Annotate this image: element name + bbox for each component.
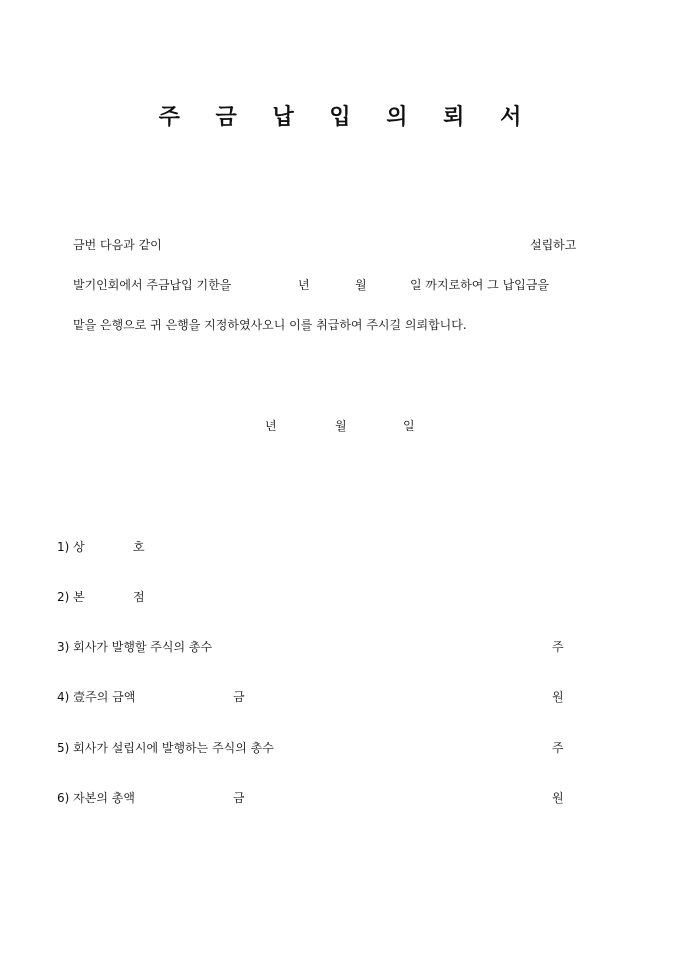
body-line1-end: 설립하고	[530, 238, 577, 252]
item-6-unit: 원	[552, 791, 564, 805]
item-5-label: 5) 회사가 설립시에 발행하는 주식의 총수	[57, 741, 274, 755]
date-year: 년	[265, 419, 277, 433]
body-line2-start: 발기인회에서 주금납입 기한을	[73, 278, 232, 292]
item-3-unit: 주	[552, 640, 564, 654]
item-1-label2: 호	[133, 540, 145, 554]
item-5-unit: 주	[552, 741, 564, 755]
item-4-mid: 금	[233, 690, 245, 704]
body-line1-start: 금번 다음과 같이	[73, 238, 162, 252]
item-6-mid: 금	[233, 791, 245, 805]
body-line2-year: 년	[298, 278, 310, 292]
document-title: 주 금 납 입 의 뢰 서	[158, 104, 536, 130]
date-month: 월	[335, 419, 347, 433]
item-1-label: 1) 상	[57, 540, 85, 554]
item-3-label: 3) 회사가 발행할 주식의 총수	[57, 640, 213, 654]
item-4-unit: 원	[552, 690, 564, 704]
item-2-label: 2) 본	[57, 590, 85, 604]
date-day: 일	[403, 419, 415, 433]
body-line2-day-rest: 일 까지로하여 그 납입금을	[410, 278, 549, 292]
item-2-label2: 점	[133, 590, 145, 604]
body-line2-month: 월	[355, 278, 367, 292]
body-line3: 맡을 은행으로 귀 은행을 지정하였사오니 이를 취급하여 주시길 의뢰합니다.	[73, 318, 467, 332]
item-6-label: 6) 자본의 총액	[57, 791, 135, 805]
item-4-label: 4) 壹주의 금액	[57, 690, 136, 704]
